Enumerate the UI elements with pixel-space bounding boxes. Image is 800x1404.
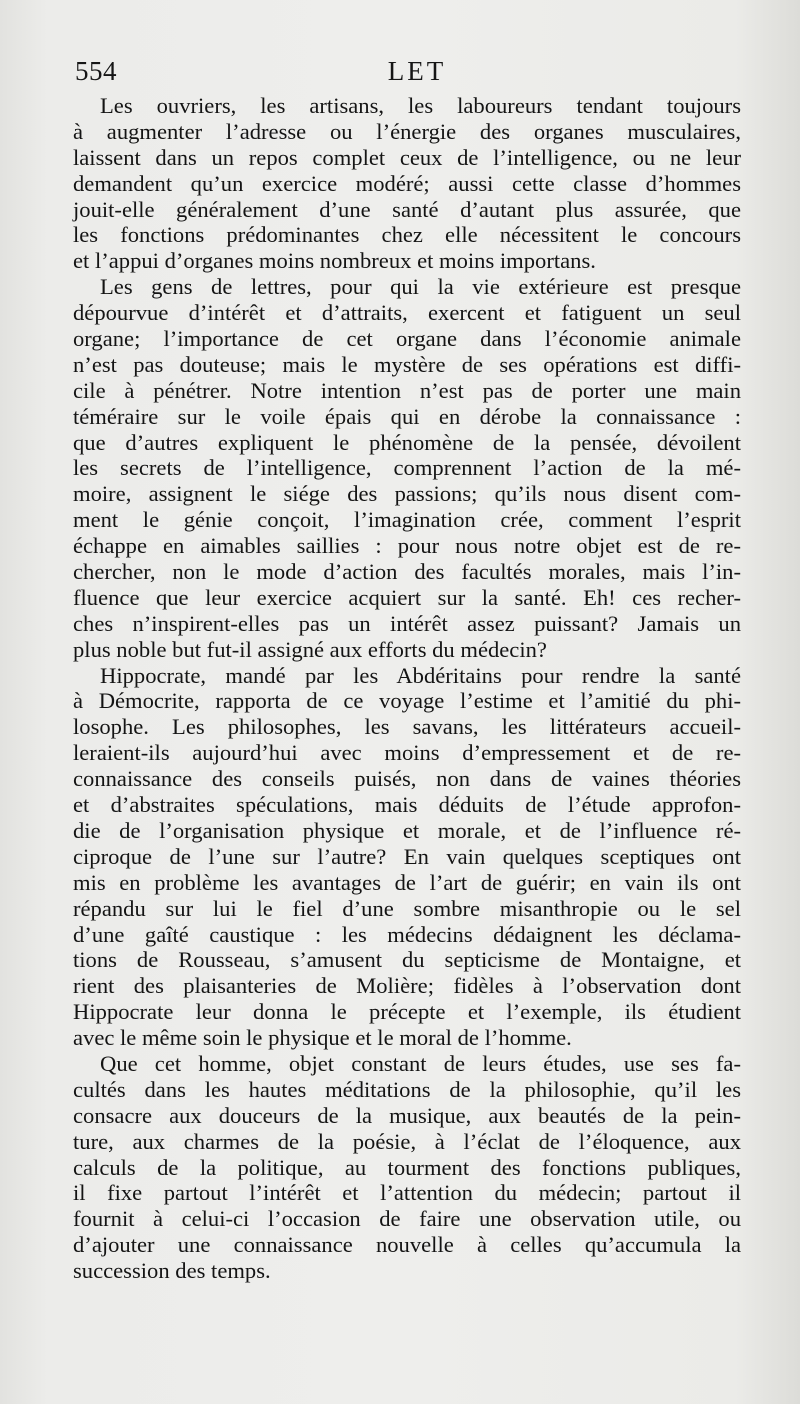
text-line: à augmenter l’adresse ou l’énergie des organes musculaires, <box>73 118 741 144</box>
body-text <box>73 93 741 1284</box>
text-line: les secrets de l’intelligence, comprennent l’action de la mé- <box>73 455 741 481</box>
text-line: organe; l’importance de cet organe dans l’économie animale <box>73 326 741 352</box>
text-line: ment le génie conçoit, l’imagination crée, comment l’esprit <box>73 507 741 533</box>
text-line: rient des plaisanteries de Molière; fidèles à l’observation dont <box>73 973 741 999</box>
text-line: consacre aux douceurs de la musique, aux beautés de la pein- <box>73 1102 741 1128</box>
paragraph <box>73 663 741 1051</box>
text-line: losophe. Les philosophes, les savans, les littérateurs accueil- <box>73 714 741 740</box>
text-line: demandent qu’un exercice modéré; aussi cette classe d’hommes <box>73 170 741 196</box>
page-number: 554 <box>75 56 117 86</box>
text-line: que d’autres expliquent le phénomène de la pensée, dévoilent <box>73 429 741 455</box>
text-line: répandu sur lui le fiel d’une sombre misanthropie ou le sel <box>73 895 741 921</box>
text-line: d’une gaîté caustique : les médecins dédaignent les déclama- <box>73 921 741 947</box>
paragraph <box>73 93 741 274</box>
text-line: laissent dans un repos complet ceux de l’intelligence, ou ne leur <box>73 144 741 170</box>
text-line: Que cet homme, objet constant de leurs études, use ses fa- <box>100 1050 741 1076</box>
text-line: ture, aux charmes de la poésie, à l’éclat de l’éloquence, aux <box>73 1128 741 1154</box>
text-line: téméraire sur le voile épais qui en dérobe la connaissance : <box>73 403 741 429</box>
text-line: mis en problème les avantages de l’art de guérir; en vain ils ont <box>73 869 741 895</box>
text-line: fluence que leur exercice acquiert sur la santé. Eh! ces recher- <box>73 584 741 610</box>
text-line: à Démocrite, rapporta de ce voyage l’estime et l’amitié du phi- <box>73 688 741 714</box>
text-line: Les ouvriers, les artisans, les laboureurs tendant toujours <box>100 93 741 118</box>
paragraph <box>73 274 741 662</box>
text-line: dépourvue d’intérêt et d’attraits, exercent et fatiguent un seul <box>73 300 741 326</box>
text-line: d’ajouter une connaissance nouvelle à celles qu’accumula la <box>73 1232 741 1258</box>
text-line: ciproque de l’une sur l’autre? En vain quelques sceptiques ont <box>73 843 741 869</box>
text-line: connaissance des conseils puisés, non dans de vaines théories <box>73 766 741 792</box>
text-line: die de l’organisation physique et morale, et de l’influence ré- <box>73 817 741 843</box>
text-line: calculs de la politique, au tourment des fonctions publiques, <box>73 1154 741 1180</box>
text-line: tions de Rousseau, s’amusent du septicisme de Montaigne, et <box>73 947 741 973</box>
text-line: leraient-ils aujourd’hui avec moins d’empressement et de re- <box>73 740 741 766</box>
text-line: Les gens de lettres, pour qui la vie extérieure est presque <box>100 274 741 300</box>
running-head: LET <box>387 56 447 86</box>
text-line: échappe en aimables saillies : pour nous notre objet est de re- <box>73 533 741 559</box>
text-line: Hippocrate, mandé par les Abdéritains pour rendre la santé <box>100 662 741 688</box>
text-line: cile à pénétrer. Notre intention n’est pas de porter une main <box>73 377 741 403</box>
text-line: n’est pas douteuse; mais le mystère de ses opérations est diffi- <box>73 351 741 377</box>
text-line: et d’abstraites spéculations, mais déduits de l’étude approfon- <box>73 792 741 818</box>
text-line: chercher, non le mode d’action des facultés morales, mais l’in- <box>73 559 741 585</box>
paragraph <box>73 1051 741 1284</box>
text-line: avec le même soin le physique et le moral de l’homme. <box>73 1025 572 1051</box>
text-line: cultés dans les hautes méditations de la philosophie, qu’il les <box>73 1076 741 1102</box>
text-line: jouit-elle généralement d’une santé d’autant plus assurée, que <box>73 196 741 222</box>
text-line: fournit à celui-ci l’occasion de faire une observation utile, ou <box>73 1206 741 1232</box>
text-line: il fixe partout l’intérêt et l’attention du médecin; partout il <box>73 1180 741 1206</box>
text-line: moire, assignent le siége des passions; qu’ils nous disent com- <box>73 481 741 507</box>
page-header <box>73 56 741 90</box>
text-line: ches n’inspirent-elles pas un intérêt assez puissant? Jamais un <box>73 610 741 636</box>
text-line: succession des temps. <box>73 1258 271 1284</box>
text-line: et l’appui d’organes moins nombreux et moins importans. <box>73 248 596 274</box>
text-line: plus noble but fut-il assigné aux efforts du médecin? <box>73 636 547 662</box>
text-line: les fonctions prédominantes chez elle nécessitent le concours <box>73 222 741 248</box>
text-line: Hippocrate leur donna le précepte et l’exemple, ils étudient <box>73 999 741 1025</box>
